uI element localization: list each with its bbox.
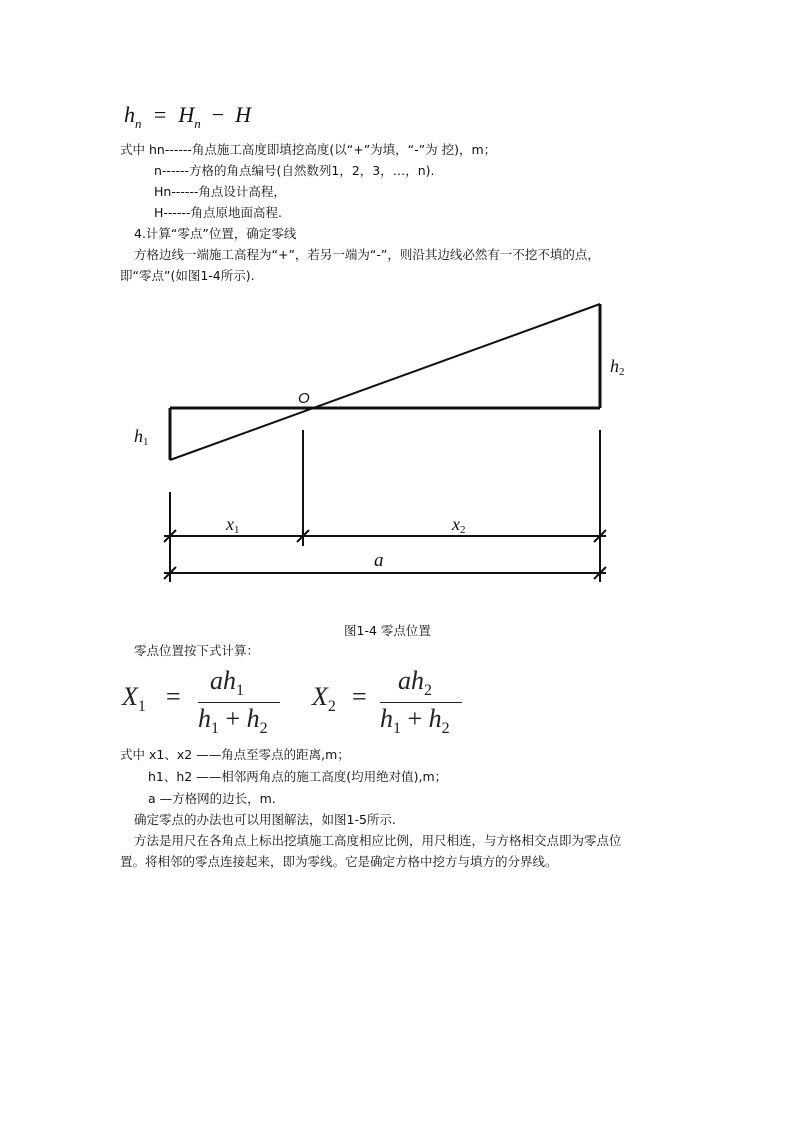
diagonal-line [170,304,600,460]
definition-h: h1、h2 ——相邻两角点的施工高度(均用绝对值),m； [148,769,448,784]
formula-x2: $X_2$ = $ah_2$ $h_1 + h_2$ [312,666,472,736]
figure-caption: 图1-4 零点位置 [344,623,431,638]
fraction-bar-x2 [380,702,462,703]
label-a: a [374,550,384,571]
definition-H: H------角点原地面高程. [154,205,282,220]
label-zero-point: O [298,390,310,407]
fraction-bar-x1 [198,702,280,703]
method-line-1: 方法是用尺在各角点上标出挖填施工高度相应比例，用尺相连，与方格相交点即为零点位 [134,833,622,848]
calc-intro: 零点位置按下式计算： [134,643,260,658]
definition-a: a —方格网的边长，m. [148,791,276,806]
definition-Hn: Hn------角点设计高程， [154,184,286,199]
section-heading: 4.计算“零点”位置，确定零线 [134,226,297,241]
paragraph-line-2: 即“零点”(如图1-4所示). [120,268,255,283]
paragraph-line-1: 方格边线一端施工高程为“+”，若另一端为“-”，则沿其边线必然有一不挖不填的点， [134,247,600,262]
main-formula: $h_n = H_n - H$ [124,102,252,131]
label-x2: x2 [452,514,466,536]
label-h2: h2 [610,356,625,378]
definition-x: 式中 x1、x2 ——角点至零点的距离,m； [120,747,350,762]
definition-hn: 式中 hn------角点施工高度即填挖高度(以“+”为填，“-”为 挖)，m； [120,142,497,157]
label-h1: h1 [134,426,149,448]
definition-n: n------方格的角点编号(自然数列1，2，3，…，n). [154,163,435,178]
label-x1: x1 [226,514,240,536]
method-line-2: 置。将相邻的零点连接起来，即为零线。它是确定方格中挖方与填方的分界线。 [120,854,558,869]
formula-x1: $X_1$ = $ah_1$ $h_1 + h_2$ [122,666,282,736]
graphic-method: 确定零点的办法也可以用图解法，如图1-5所示. [134,812,396,827]
